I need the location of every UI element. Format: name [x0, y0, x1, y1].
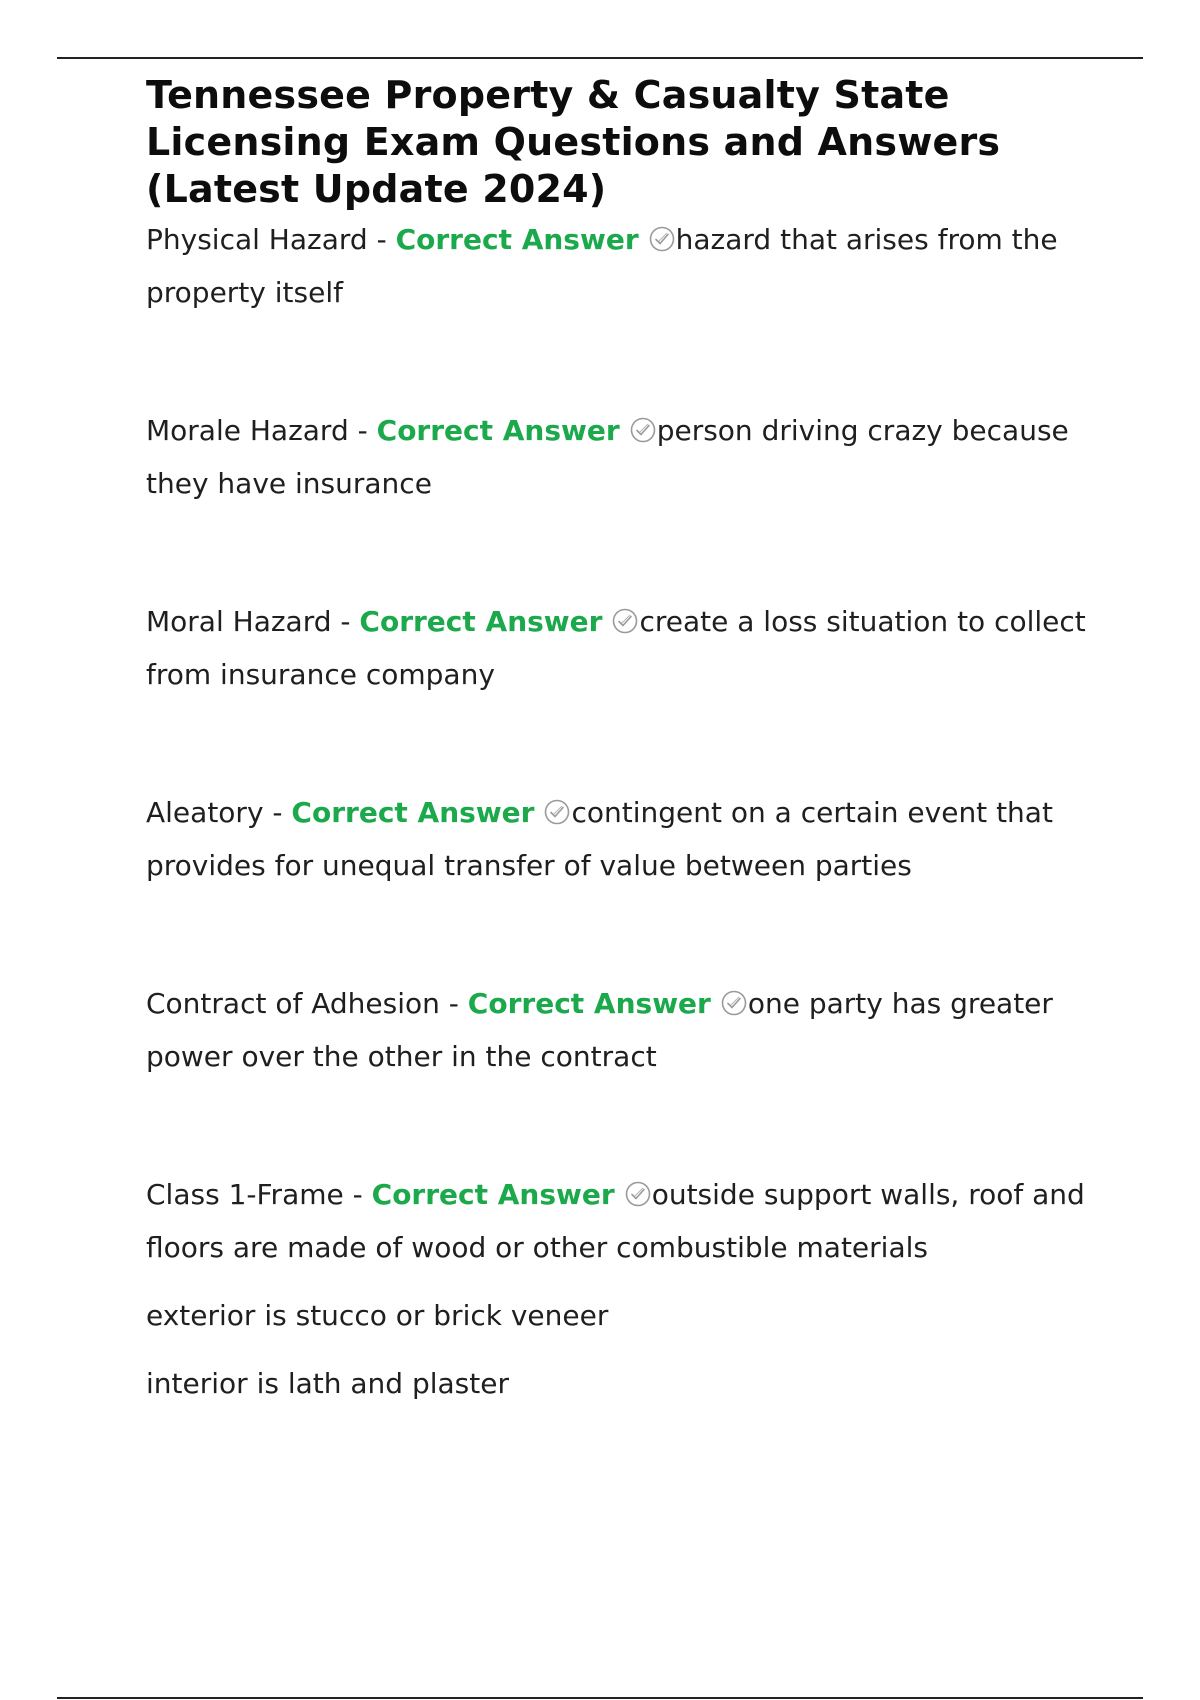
correct-answer-label: Correct Answer: [376, 414, 620, 447]
bottom-rule: [57, 1697, 1143, 1699]
document-title: Tennessee Property & Casualty State Licensing Exam Questions and Answers (Latest Update 2024): [146, 73, 1001, 211]
document-body: [146, 72, 1106, 1410]
correct-answer-label: Correct Answer: [371, 1178, 615, 1211]
entry-answer: create a loss situation to collect from insurance company: [146, 605, 1086, 691]
entry-answer: one party has greater power over the other in the contract: [146, 987, 1053, 1073]
correct-answer-label: Correct Answer: [467, 987, 711, 1020]
entry-answer: person driving crazy because they have insurance: [146, 414, 1069, 500]
check-circle-icon: [630, 417, 656, 443]
qa-entry: [146, 1168, 1106, 1410]
qa-entry: [146, 595, 1106, 701]
entry-term: Morale Hazard: [146, 414, 349, 447]
correct-answer-label: Correct Answer: [395, 223, 639, 256]
entry-extra-line: interior is lath and plaster: [146, 1367, 509, 1400]
qa-entry: [146, 786, 1106, 892]
check-circle-icon: [721, 990, 747, 1016]
entry-term: Aleatory: [146, 796, 264, 829]
entry-separator: -: [331, 605, 360, 638]
entry-answer: hazard that arises from the property itself: [146, 223, 1058, 309]
qa-entry: [146, 213, 1106, 319]
entry-term: Physical Hazard: [146, 223, 368, 256]
correct-answer-label: Correct Answer: [291, 796, 535, 829]
entry-separator: -: [439, 987, 468, 1020]
entry-separator: -: [263, 796, 292, 829]
entry-separator: -: [348, 414, 377, 447]
entry-term: Class 1-Frame: [146, 1178, 344, 1211]
entry-term: Contract of Adhesion: [146, 987, 440, 1020]
check-circle-icon: [649, 226, 675, 252]
top-rule: [57, 57, 1143, 59]
entry-answer: outside support walls, roof and floors are made of wood or other combustible materials: [146, 1178, 1085, 1264]
entry-extra-line: exterior is stucco or brick veneer: [146, 1299, 609, 1332]
entry-separator: -: [343, 1178, 372, 1211]
check-circle-icon: [625, 1181, 651, 1207]
entry-separator: -: [367, 223, 396, 256]
check-circle-icon: [612, 608, 638, 634]
entry-answer: contingent on a certain event that provides for unequal transfer of value between parties: [146, 796, 1053, 882]
check-circle-icon: [544, 799, 570, 825]
qa-entry: [146, 977, 1106, 1083]
qa-entry: [146, 404, 1106, 510]
correct-answer-label: Correct Answer: [359, 605, 603, 638]
entry-term: Moral Hazard: [146, 605, 332, 638]
